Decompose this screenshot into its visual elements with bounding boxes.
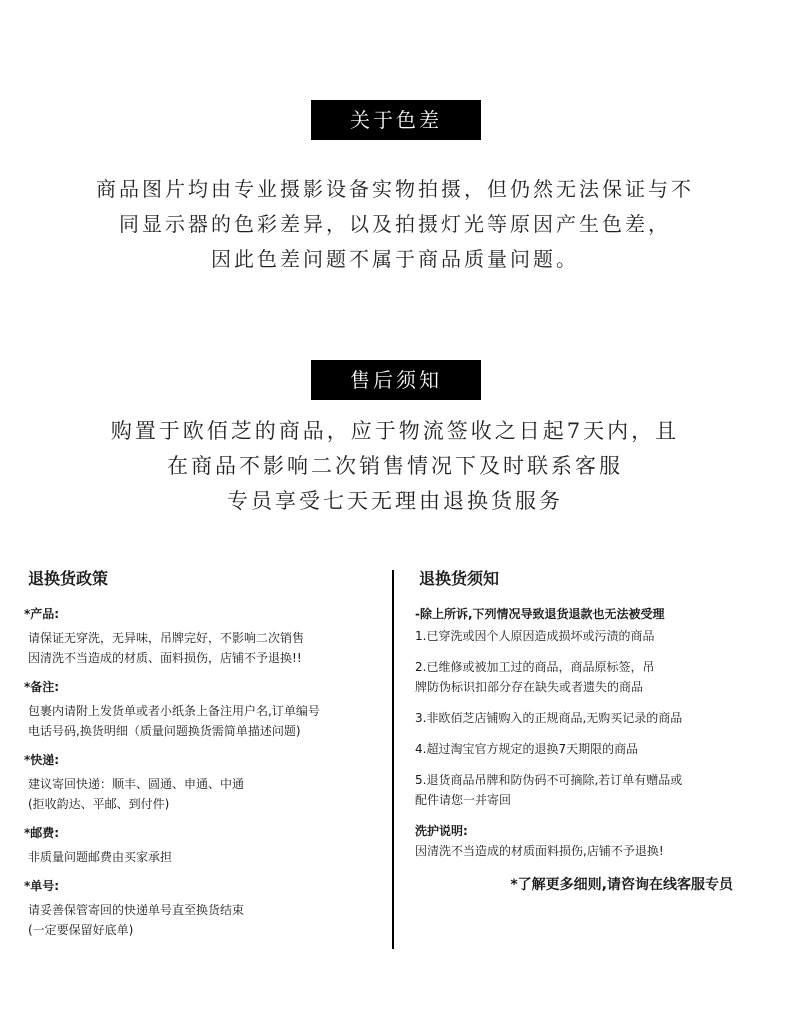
color-difference-line: 因此色差问题不属于商品质量问题。 (211, 247, 579, 271)
return-notice-title: 退换货须知 (419, 569, 500, 588)
notice-item-line: 3.非欧佰芝店铺购入的正规商品,无购买记录的商品 (415, 711, 683, 725)
care-instructions-title: 洗护说明: (415, 824, 468, 838)
notice-item (415, 739, 775, 759)
policy-section-line: 非质量问题邮费由买家承担 (28, 850, 173, 864)
policy-section-product (24, 604, 384, 668)
policy-section-line: 包裹内请附上发货单或者小纸条上备注用户名,订单编号 (28, 704, 320, 718)
notice-item-line: 4.超过淘宝官方规定的退换7天期限的商品 (415, 742, 639, 756)
notice-item-line: 配件请您一并寄回 (415, 793, 512, 807)
after-sales-title: 售后须知 (311, 360, 481, 400)
policy-section-line: 建议寄回快递：顺丰、圆通、申通、中通 (28, 777, 245, 791)
policy-section-note (24, 677, 384, 741)
after-sales-line: 购置于欧佰芝的商品，应于物流签收之日起7天内，且 (110, 419, 680, 443)
color-difference-text (0, 172, 790, 277)
policy-section-title: *邮费: (24, 826, 60, 840)
policy-section-line: 请保证无穿洗，无异味，吊牌完好，不影响二次销售 (28, 631, 305, 645)
notice-item-line: 2.已维修或被加工过的商品，商品原标签，吊 (415, 660, 655, 674)
policy-section-postage (24, 823, 384, 867)
policy-section-line: 因清洗不当造成的材质、面料损伤，店铺不予退换!! (28, 651, 302, 665)
policy-section-title: *快递: (24, 753, 60, 767)
notice-item (415, 770, 775, 810)
policy-section-line: 请妥善保管寄回的快递单号直至换货结束 (28, 903, 245, 917)
policy-section-line: 电话号码,换货明细（质量问题换货需简单描述问题) (28, 724, 301, 738)
notice-item (415, 657, 775, 697)
color-difference-line: 商品图片均由专业摄影设备实物拍摄，但仍然无法保证与不 (96, 177, 694, 201)
policy-section-tracking (24, 876, 384, 940)
policy-section-line: (一定要保留好底单) (28, 923, 134, 937)
policy-section-courier (24, 750, 384, 814)
notice-header: -除上所诉,下列情况导致退货退款也无法被受理 (415, 607, 665, 621)
return-notice-column (415, 566, 775, 897)
after-sales-line: 专员享受七天无理由退换货服务 (227, 489, 563, 513)
policy-section-title: *产品: (24, 607, 60, 621)
notice-item (415, 708, 775, 728)
return-policy-column (24, 566, 384, 949)
care-instructions-text: 因清洗不当造成的材质面料损伤,店铺不予退换! (415, 844, 664, 858)
policy-section-title: *备注: (24, 680, 60, 694)
notice-item-line: 5.退货商品吊牌和防伪码不可摘除,若订单有赠品或 (415, 773, 683, 787)
policy-section-title: *单号: (24, 879, 60, 893)
customer-service-note: *了解更多细则,请咨询在线客服专员 (510, 877, 733, 893)
notice-item (415, 626, 775, 646)
color-difference-title: 关于色差 (311, 100, 481, 140)
policy-section-line: (拒收韵达、平邮、到付件) (28, 797, 170, 811)
after-sales-text (0, 414, 790, 519)
after-sales-line: 在商品不影响二次销售情况下及时联系客服 (167, 454, 623, 478)
color-difference-line: 同显示器的色彩差异，以及拍摄灯光等原因产生色差， (119, 212, 671, 236)
return-policy-title: 退换货政策 (28, 569, 109, 588)
column-divider (392, 570, 394, 949)
notice-item-line: 1.已穿洗或因个人原因造成损坏或污渍的商品 (415, 629, 655, 643)
notice-item-line: 牌防伪标识扣部分存在缺失或者遗失的商品 (415, 680, 644, 694)
